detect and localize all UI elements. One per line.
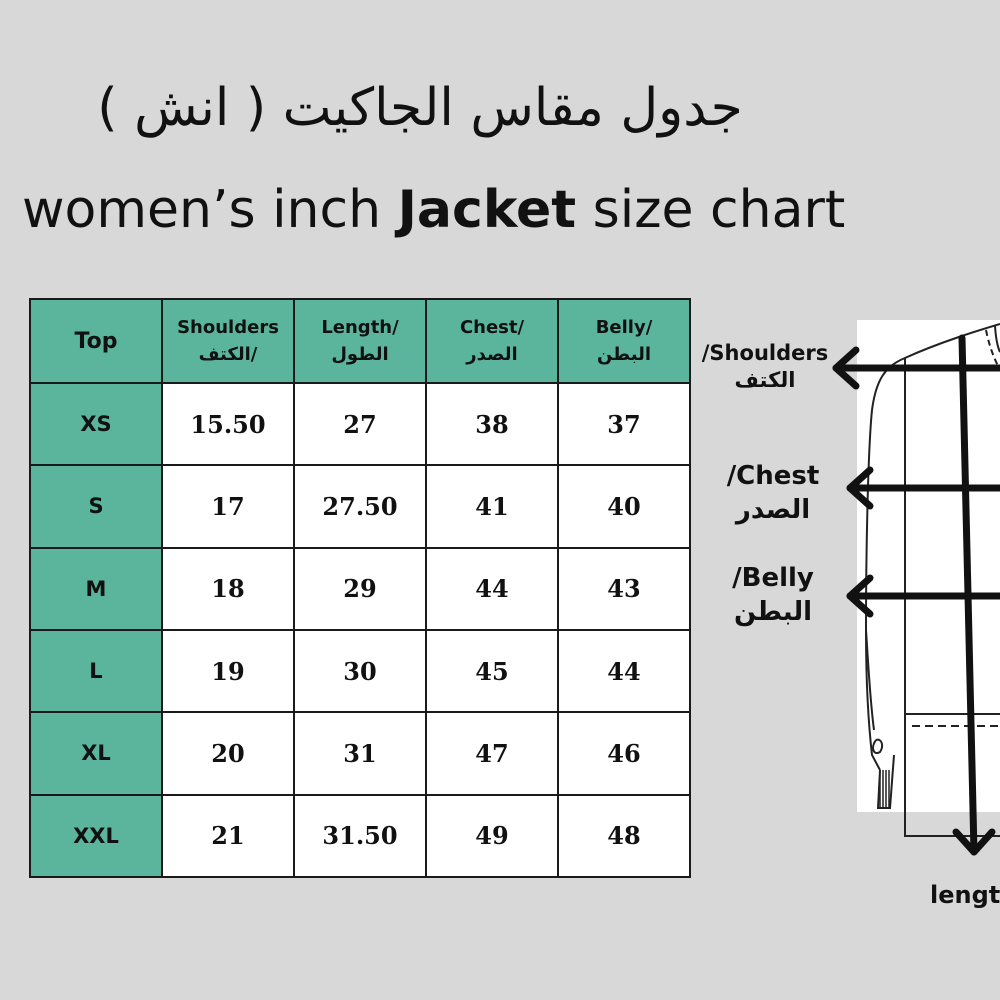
header-chest xyxy=(426,299,558,383)
table-header-row xyxy=(30,299,690,383)
table-row xyxy=(30,630,690,712)
size-label: XXL xyxy=(30,795,162,877)
belly-value: 37 xyxy=(558,383,690,465)
header-shoulders-en: Shoulders xyxy=(177,317,279,338)
shoulders-measure-label xyxy=(700,340,830,395)
belly-value: 44 xyxy=(558,630,690,712)
belly-value: 40 xyxy=(558,465,690,547)
chest-value: 44 xyxy=(426,548,558,630)
diagram-panel xyxy=(857,320,1000,812)
header-belly-en: Belly/ xyxy=(595,317,653,338)
chest-measure-label xyxy=(718,460,828,528)
title-english xyxy=(22,180,845,240)
chest-value: 49 xyxy=(426,795,558,877)
belly-label-en: /Belly xyxy=(732,563,814,593)
shoulders-value: 17 xyxy=(162,465,294,547)
header-chest-en: Chest/ xyxy=(459,317,525,338)
chest-value: 41 xyxy=(426,465,558,547)
header-belly-ar: البطن xyxy=(596,344,651,365)
table-row xyxy=(30,712,690,794)
table-row xyxy=(30,465,690,547)
length-value: 30 xyxy=(294,630,426,712)
chest-value: 38 xyxy=(426,383,558,465)
size-label: M xyxy=(30,548,162,630)
title-suffix: size chart xyxy=(576,180,846,240)
header-shoulders xyxy=(162,299,294,383)
belly-label-ar: البطن xyxy=(733,596,812,627)
belly-measure-label xyxy=(718,562,828,630)
size-label: S xyxy=(30,465,162,547)
chest-label-ar: الصدر xyxy=(735,494,811,525)
header-top-label: Top xyxy=(74,328,118,354)
belly-value: 46 xyxy=(558,712,690,794)
header-top xyxy=(30,299,162,383)
shoulders-label-en: /Shoulders xyxy=(701,341,829,365)
shoulders-value: 21 xyxy=(162,795,294,877)
title-arabic: جدول مقاس الجاكيت ( انش ) xyxy=(97,78,743,138)
size-label: L xyxy=(30,630,162,712)
shoulders-value: 20 xyxy=(162,712,294,794)
header-length-en: Length/ xyxy=(321,317,399,338)
header-length-ar: الطول xyxy=(331,344,389,365)
belly-value: 43 xyxy=(558,548,690,630)
chest-label-en: /Chest xyxy=(726,461,820,491)
table-row xyxy=(30,383,690,465)
shoulders-label-ar: الكتف xyxy=(734,368,796,393)
chest-value: 45 xyxy=(426,630,558,712)
header-length xyxy=(294,299,426,383)
title-prefix: women’s inch xyxy=(22,180,398,240)
size-chart-table xyxy=(29,298,691,878)
length-value: 27.50 xyxy=(294,465,426,547)
header-belly xyxy=(558,299,690,383)
belly-value: 48 xyxy=(558,795,690,877)
size-label: XL xyxy=(30,712,162,794)
header-chest-ar: الصدر xyxy=(466,344,518,365)
size-label: XS xyxy=(30,383,162,465)
shoulders-value: 15.50 xyxy=(162,383,294,465)
chest-value: 47 xyxy=(426,712,558,794)
shoulders-value: 18 xyxy=(162,548,294,630)
length-value: 27 xyxy=(294,383,426,465)
length-value: 31.50 xyxy=(294,795,426,877)
table-row xyxy=(30,548,690,630)
length-value: 31 xyxy=(294,712,426,794)
shoulders-value: 19 xyxy=(162,630,294,712)
title-bold-word: Jacket xyxy=(397,180,577,240)
length-value: 29 xyxy=(294,548,426,630)
header-shoulders-ar: الكتف/ xyxy=(198,344,258,365)
table-row xyxy=(30,795,690,877)
length-measure-label: lengt xyxy=(930,881,1000,909)
